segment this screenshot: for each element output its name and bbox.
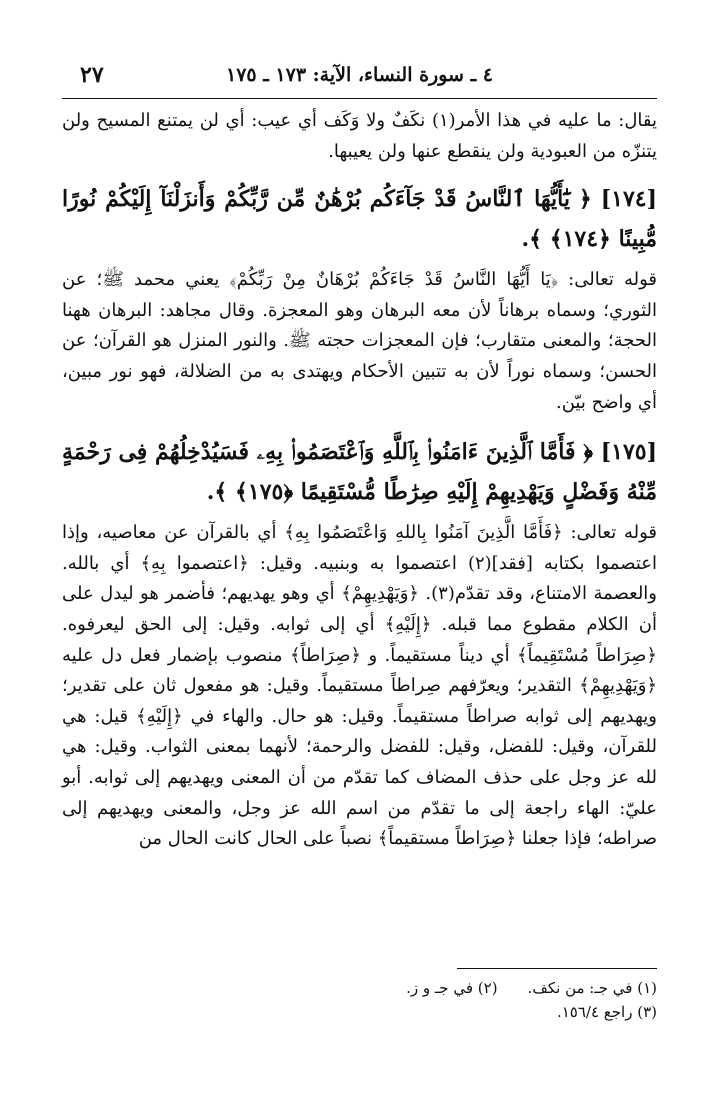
footnote-row-1 (62, 976, 657, 1000)
page-header (62, 58, 657, 99)
paragraph-commentary-175: قوله تعالى: ﴿فَأَمَّا الَّذِينَ آمَنُوا بِاللهِ وَاعْتَصَمُوا بِهِ﴾ أي بالقرآن عن معاصيه، وإذا اعتصموا بكتابه [فقد](٢) اعتصموا به وبنبيه. وقيل: ﴿اعتصموا بِهِ﴾ أي بالله. والعصمة الامتناع، وقد تقدّم(٣). ﴿وَيَهْدِيهِمْ﴾ أي وهو يهديهم؛ فأضمر هو ليدل على أن الكلام مقطوع مما قبله. ﴿إِلَيْهِ﴾ أي إلى ثوابه. وقيل: إلى الحق ليعرفوه. ﴿صِرَاطاً مُسْتَقِيماً﴾ أي ديناً مستقيماً. و ﴿صِرَاطاً﴾ منصوب بإضمار فعل دل عليه ﴿وَيَهْدِيهِمْ﴾ التقدير؛ ويعرّفهم صِراطاً مستقيماً. وقيل: هو مفعول ثان على تقدير؛ ويهديهم إلى ثوابه صراطاً مستقيماً. وقيل: هو حال. والهاء في ﴿إِلَيْهِ﴾ قيل: هي للقرآن، وقيل: للفضل، وقيل: للفضل والرحمة؛ لأنهما بمعنى الثواب. وقيل: هي لله عز وجل على حذف المضاف كما تقدّم من أن المعنى ويهديهم إلى ثوابه. أبو عليّ: الهاء راجعة إلى ما تقدّم من اسم الله عز وجل، والمعنى ويهديهم إلى صراطه؛ فإذا جعلنا ﴿صِرَاطاً مستقيماً﴾ نصباً على الحال كانت الحال من (62, 522, 658, 850)
paragraph-commentary-174: قوله تعالى: ﴿يَا أَيُّهَا النَّاسُ قَدْ جَاءَكُمْ بُرْهَانٌ مِنْ رَبِّكُمْ﴾ يعني محمد ﷺ؛ عن الثوري؛ وسماه برهاناً لأن معه البرهان وهو المعجزة. وقال مجاهد: البرهان ههنا الحجة؛ والمعنى متقارب؛ فإن المعجزات حجته ﷺ. والنور المنزل هو القرآن؛ عن الحسن؛ وسماه نوراً لأن به تتبين الأحكام ويهتدى به من الضلالة، فهو نور مبين، أي واضح بيّن. (62, 269, 657, 413)
verse-174 (62, 179, 657, 259)
footnote-rule (457, 968, 657, 969)
page-number: ٢٧ (80, 62, 104, 88)
footnote-1: (١) في جـ: من نكف. (527, 979, 657, 997)
verse-number-175: [١٧٥] (600, 439, 657, 466)
footnote-3: (٣) راجع ١٥٦/٤. (556, 1003, 657, 1021)
paragraph-intro: يقال: ما عليه في هذا الأمر(١) نكَفٌ ولا وَكَف أي عيب: أي لن يمتنع المسيح ولن يتنزّه من العبودية ولن ينقطع عنها ولن يعيبها. (62, 110, 657, 162)
footnote-row-2 (62, 1000, 657, 1024)
verse-175 (62, 432, 657, 512)
footnotes (62, 976, 657, 1024)
verse-text-174: ﴿ يَٰٓأَيُّهَا ٱلنَّاسُ قَدْ جَآءَكُم بُرْهَٰنٌ مِّن رَّبِّكُمْ وَأَنزَلْنَآ إِلَيْكُمْ نُورًا مُّبِينًا ﴿١٧٤﴾ ﴾. (62, 186, 657, 253)
verse-text-175: ﴿ فَأَمَّا ٱلَّذِينَ ءَامَنُوا۟ بِٱللَّهِ وَٱعْتَصَمُوا۟ بِهِۦ فَسَيُدْخِلُهُمْ فِى رَحْمَةٍ مِّنْهُ وَفَضْلٍ وَيَهْدِيهِمْ إِلَيْهِ صِرَٰطًا مُّسْتَقِيمًا ﴿١٧٥﴾ ﴾. (62, 439, 657, 506)
main-text (62, 106, 657, 855)
footnote-2: (٢) في جـ و ز. (406, 979, 498, 997)
verse-number-174: [١٧٤] (600, 186, 657, 213)
running-head: ٤ ـ سورة النساء، الآية: ١٧٣ ـ ١٧٥ (226, 64, 493, 86)
